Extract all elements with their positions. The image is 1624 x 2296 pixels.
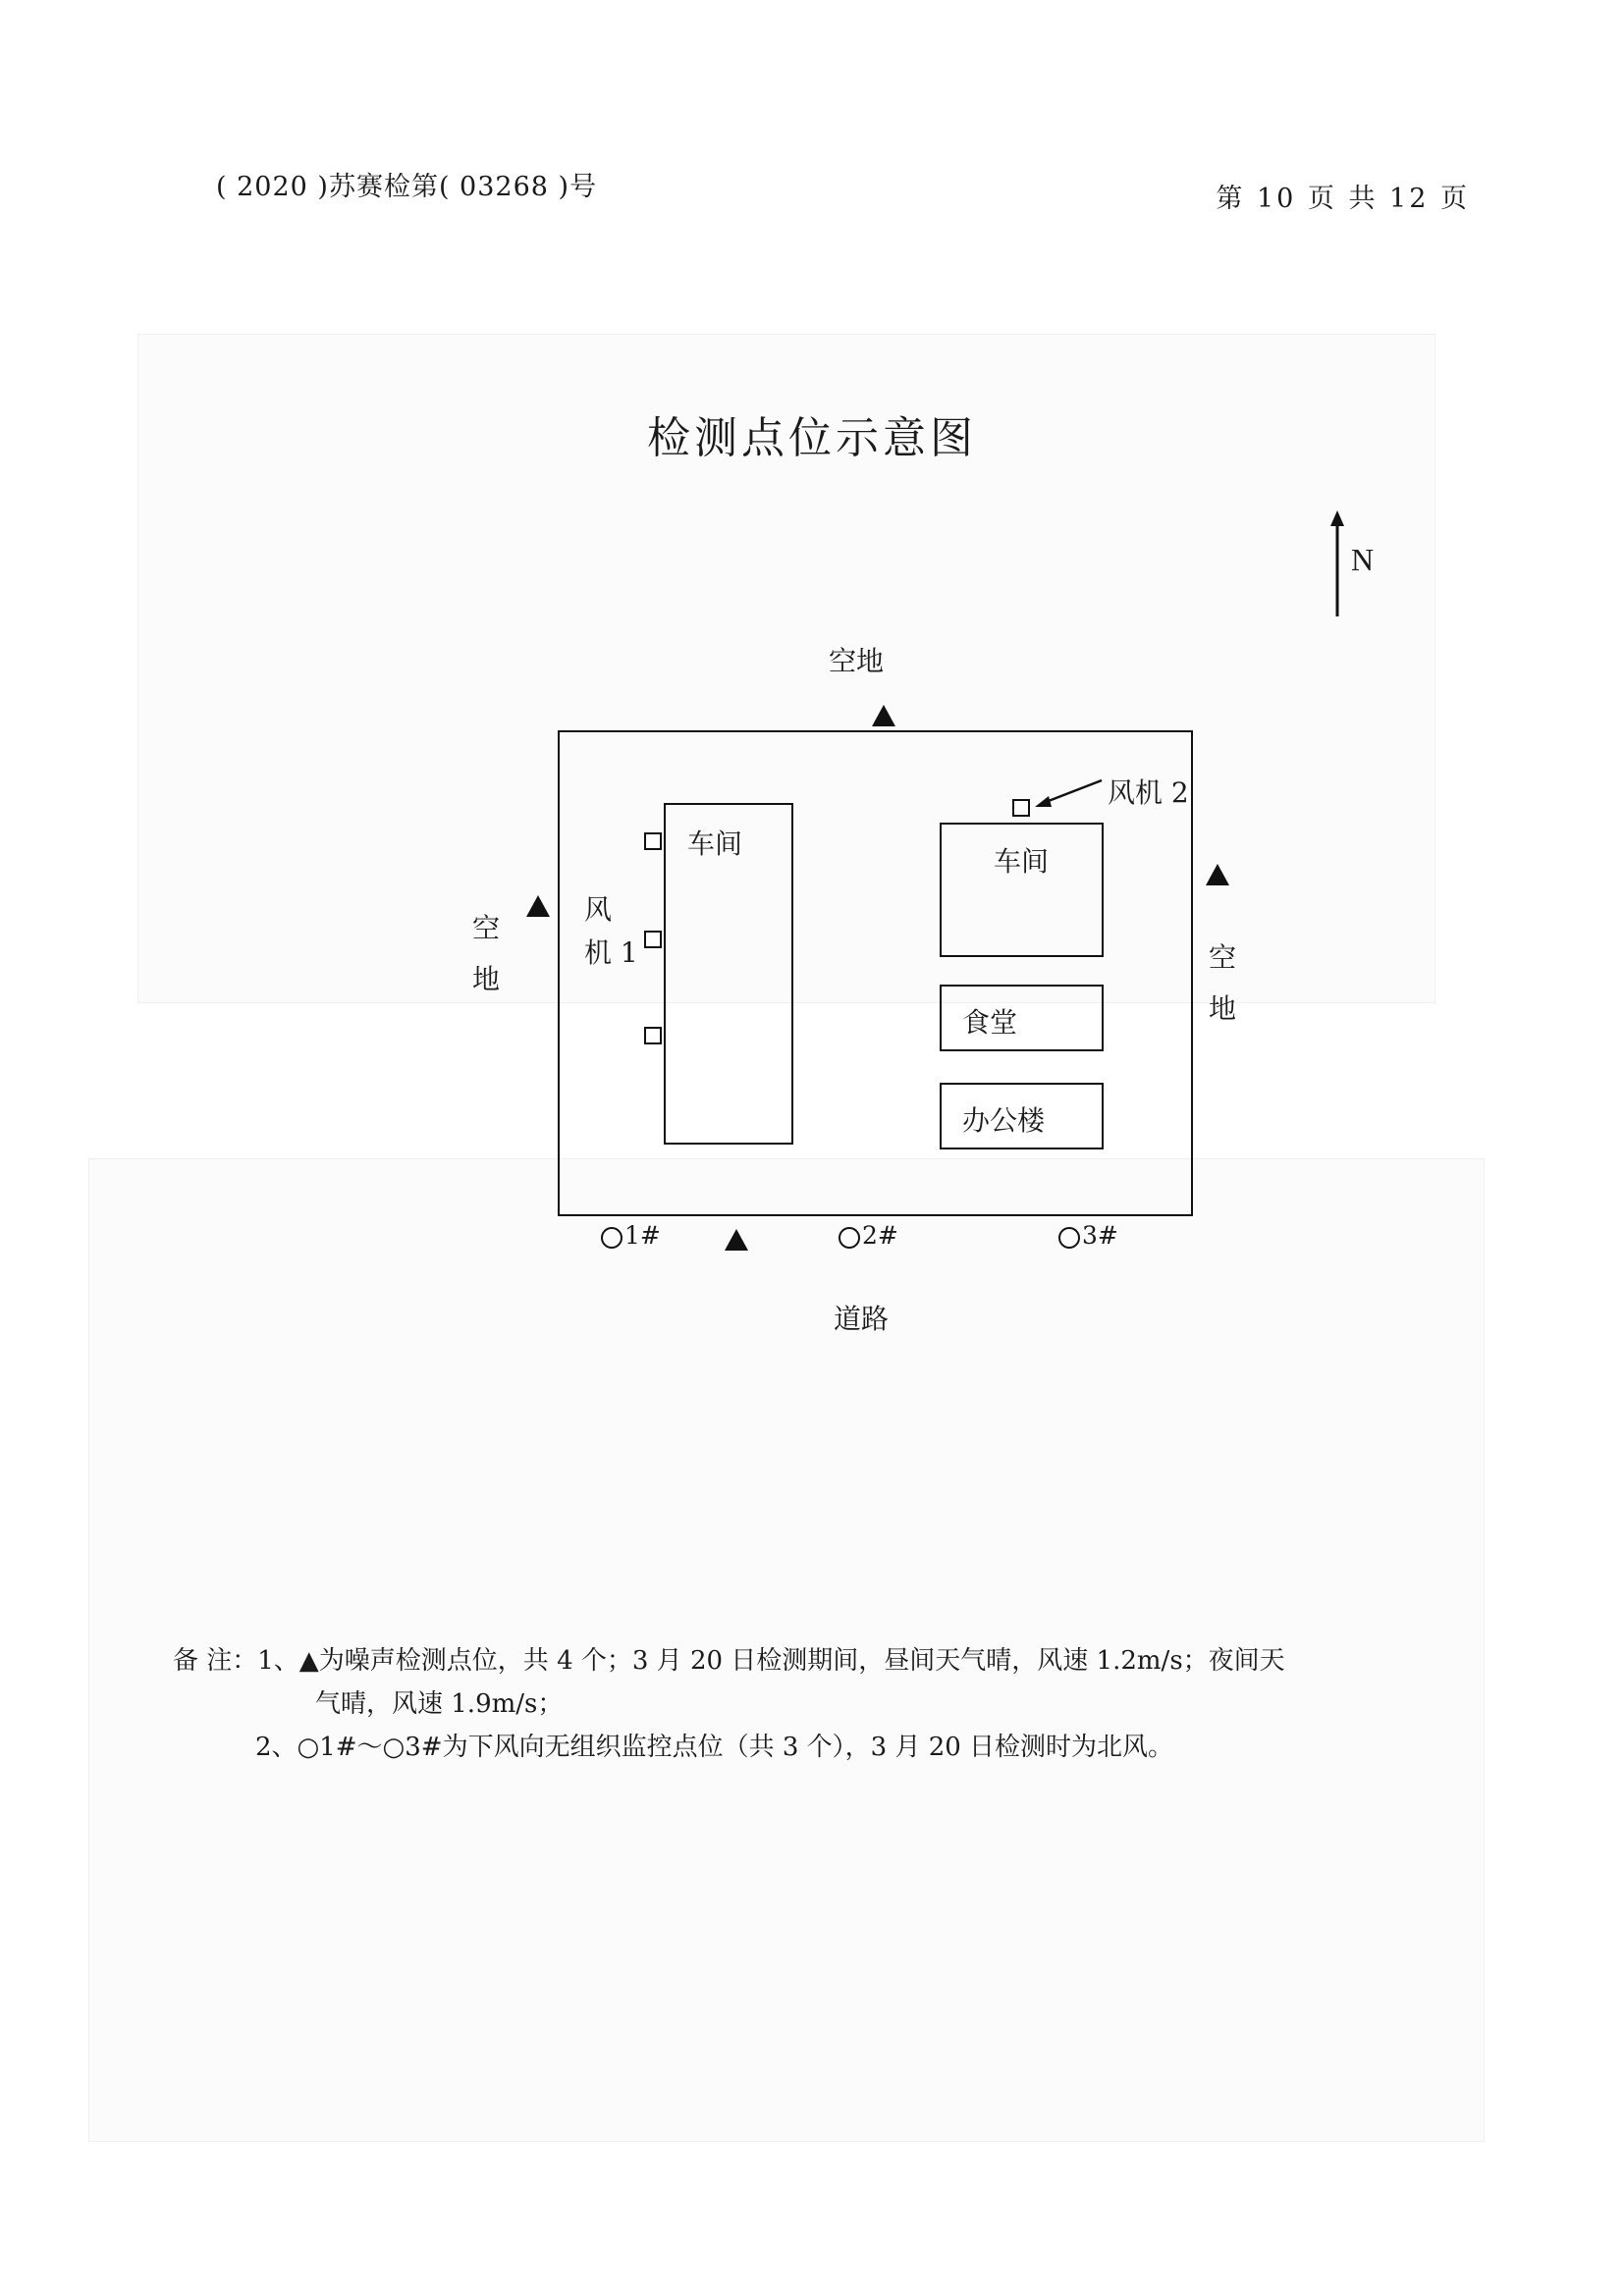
air-monitor-point-1-label: 1# xyxy=(624,1221,661,1250)
fan-2-unit xyxy=(1012,799,1030,817)
east-open-space-label: 空 地 xyxy=(1208,941,1236,1025)
noise-point-south xyxy=(725,1229,748,1251)
workshop-left-label: 车间 xyxy=(687,828,743,860)
office-building-label: 办公楼 xyxy=(962,1104,1046,1137)
west-open-space-label: 空 地 xyxy=(471,912,500,995)
north-arrow-icon xyxy=(1327,510,1347,618)
remarks xyxy=(173,1639,1285,1769)
fan-2-pointer-arrow-icon xyxy=(1033,777,1104,811)
workshop-right-label: 车间 xyxy=(994,845,1050,878)
page-title: 检测点位示意图 xyxy=(647,413,977,463)
fan-1-unit-b xyxy=(644,931,662,948)
fan-1-unit-a xyxy=(644,832,662,850)
remark-line-3: 2、○1#～○3#为下风向无组织监控点位（共 3 个），3 月 20 日检测时为北风。 xyxy=(255,1733,1174,1762)
noise-point-east xyxy=(1206,864,1229,885)
fan-1-label: 风 机 1 xyxy=(584,893,638,969)
air-monitor-point-2 xyxy=(839,1227,860,1249)
fan-1-unit-c xyxy=(644,1027,662,1044)
noise-point-west xyxy=(526,895,550,917)
report-number: ( 2020 )苏赛检第( 03268 )号 xyxy=(216,172,598,202)
air-monitor-point-3-label: 3# xyxy=(1082,1221,1118,1250)
air-monitor-point-3 xyxy=(1058,1227,1080,1249)
noise-point-north xyxy=(872,705,895,726)
air-monitor-point-1 xyxy=(601,1227,623,1249)
compass-label: N xyxy=(1351,542,1375,577)
fan-2-label: 风机 2 xyxy=(1108,776,1189,809)
remark-line-2: 气晴，风速 1.9m/s； xyxy=(315,1689,564,1719)
road-label: 道路 xyxy=(834,1303,890,1335)
page-number: 第 10 页 共 12 页 xyxy=(1216,184,1470,214)
canteen-label: 食堂 xyxy=(962,1006,1018,1039)
remark-line-1: 备 注：1、▲为噪声检测点位，共 4 个；3 月 20 日检测期间，昼间天气晴，风速 1.2m/s；夜间天 xyxy=(173,1646,1285,1676)
air-monitor-point-2-label: 2# xyxy=(862,1221,898,1250)
north-open-space-label: 空地 xyxy=(829,645,885,677)
